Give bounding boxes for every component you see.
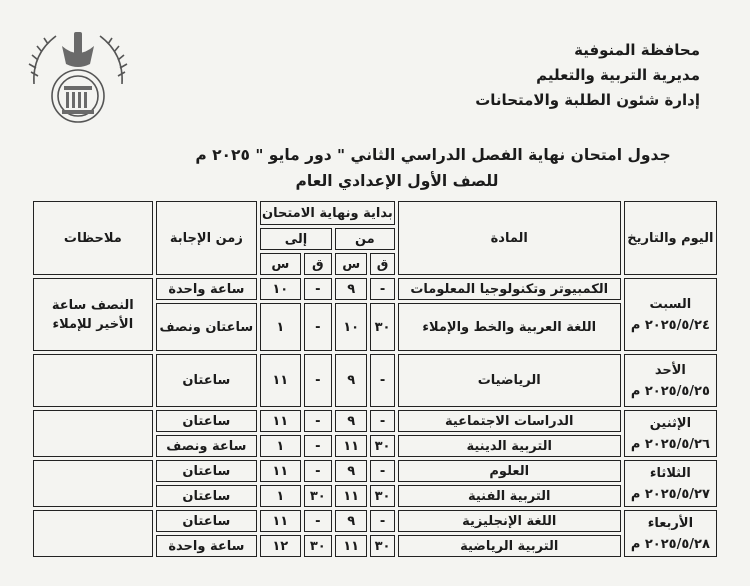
schedule-row	[33, 278, 717, 300]
from-minutes-cell: -	[370, 460, 394, 482]
day-name: السبت	[649, 296, 692, 312]
from-hours-cell: ٩	[335, 278, 367, 300]
notes-cell	[33, 460, 153, 507]
schedule-row	[33, 354, 717, 407]
subject-cell: الدراسات الاجتماعية	[398, 410, 621, 432]
organization-header	[475, 38, 700, 113]
subject-cell: التربية الدينية	[398, 435, 621, 457]
duration-cell: ساعتان	[156, 354, 257, 407]
from-hours-cell: ٩	[335, 410, 367, 432]
to-hours-cell: ١	[260, 435, 301, 457]
to-minutes-cell: -	[304, 410, 332, 432]
directorate-name: مديرية التربية والتعليم	[536, 66, 700, 84]
header-duration: زمن الإجابة	[156, 201, 257, 275]
day-date-cell	[624, 278, 717, 351]
to-minutes-cell: -	[304, 460, 332, 482]
from-hours-cell: ٩	[335, 510, 367, 532]
notes-cell: النصف ساعة الأخير للإملاء	[33, 278, 153, 351]
subject-cell: التربية الفنية	[398, 485, 621, 507]
exam-date: ٢٠٢٥/٥/٢٨ م	[630, 536, 710, 552]
to-hours-cell: ١١	[260, 354, 301, 407]
day-date-cell	[624, 510, 717, 557]
schedule-title: جدول امتحان نهاية الفصل الدراسي الثاني " دور مايو " ٢٠٢٥ م	[195, 146, 671, 164]
grade-subtitle: للصف الأول الإعدادي العام	[295, 172, 499, 190]
duration-cell: ساعتان ونصف	[156, 303, 257, 351]
day-name: الإثنين	[649, 415, 692, 431]
from-hours-cell: ١١	[335, 535, 367, 557]
header-from-minutes: ق	[370, 253, 394, 275]
to-minutes-cell: ٣٠	[304, 535, 332, 557]
department-name: إدارة شئون الطلبة والامتحانات	[475, 91, 700, 109]
exam-date: ٢٠٢٥/٥/٢٧ م	[630, 486, 710, 502]
header-day-date: اليوم والتاريخ	[624, 201, 717, 275]
from-minutes-cell: -	[370, 278, 394, 300]
from-minutes-cell: -	[370, 354, 394, 407]
governorate-name: محافظة المنوفية	[574, 41, 700, 59]
duration-cell: ساعتان	[156, 410, 257, 432]
subject-cell: الرياضيات	[398, 354, 621, 407]
day-date-cell	[624, 460, 717, 507]
duration-cell: ساعتان	[156, 460, 257, 482]
day-name: الأربعاء	[647, 515, 694, 531]
from-hours-cell: ٩	[335, 354, 367, 407]
header-from-hours: س	[335, 253, 367, 275]
day-date-cell	[624, 410, 717, 457]
day-name: الأحد	[654, 362, 686, 378]
header-subject: المادة	[398, 201, 621, 275]
to-minutes-cell: -	[304, 510, 332, 532]
duration-cell: ساعتان	[156, 485, 257, 507]
schedule-row	[33, 510, 717, 532]
from-minutes-cell: -	[370, 510, 394, 532]
from-hours-cell: ٩	[335, 460, 367, 482]
header-notes: ملاحظات	[33, 201, 153, 275]
duration-cell: ساعة ونصف	[156, 435, 257, 457]
to-hours-cell: ١١	[260, 510, 301, 532]
to-hours-cell: ١	[260, 303, 301, 351]
exam-date: ٢٠٢٥/٥/٢٤ م	[630, 317, 710, 333]
header-from: من	[335, 228, 395, 250]
to-hours-cell: ١٠	[260, 278, 301, 300]
header-to: إلى	[260, 228, 332, 250]
exam-date: ٢٠٢٥/٥/٢٦ م	[630, 436, 710, 452]
from-hours-cell: ١١	[335, 435, 367, 457]
from-minutes-cell: ٣٠	[370, 535, 394, 557]
notes-cell	[33, 410, 153, 457]
duration-cell: ساعتان	[156, 510, 257, 532]
to-minutes-cell: -	[304, 278, 332, 300]
from-hours-cell: ١١	[335, 485, 367, 507]
day-name: الثلاثاء	[649, 465, 691, 481]
subject-cell: اللغة الإنجليزية	[398, 510, 621, 532]
to-minutes-cell: -	[304, 435, 332, 457]
subject-cell: التربية الرياضية	[398, 535, 621, 557]
to-minutes-cell: ٣٠	[304, 485, 332, 507]
subject-cell: اللغة العربية والخط والإملاء	[398, 303, 621, 351]
schedule-row	[33, 410, 717, 432]
exam-schedule-table	[30, 198, 720, 560]
from-hours-cell: ١٠	[335, 303, 367, 351]
to-hours-cell: ١٢	[260, 535, 301, 557]
day-date-cell	[624, 354, 717, 407]
header-start-end: بداية ونهاية الامتحان	[260, 201, 395, 225]
duration-cell: ساعة واحدة	[156, 535, 257, 557]
to-minutes-cell: -	[304, 354, 332, 407]
from-minutes-cell: ٣٠	[370, 485, 394, 507]
notes-cell	[33, 354, 153, 407]
to-hours-cell: ١١	[260, 460, 301, 482]
ministry-emblem	[22, 24, 134, 130]
from-minutes-cell: ٣٠	[370, 303, 394, 351]
from-minutes-cell: -	[370, 410, 394, 432]
subject-cell: العلوم	[398, 460, 621, 482]
header-to-minutes: ق	[304, 253, 332, 275]
from-minutes-cell: ٣٠	[370, 435, 394, 457]
subject-cell: الكمبيوتر وتكنولوجيا المعلومات	[398, 278, 621, 300]
header-to-hours: س	[260, 253, 301, 275]
to-hours-cell: ١١	[260, 410, 301, 432]
duration-cell: ساعة واحدة	[156, 278, 257, 300]
to-hours-cell: ١	[260, 485, 301, 507]
notes-cell	[33, 510, 153, 557]
schedule-row	[33, 460, 717, 482]
exam-date: ٢٠٢٥/٥/٢٥ م	[630, 383, 710, 399]
to-minutes-cell: -	[304, 303, 332, 351]
